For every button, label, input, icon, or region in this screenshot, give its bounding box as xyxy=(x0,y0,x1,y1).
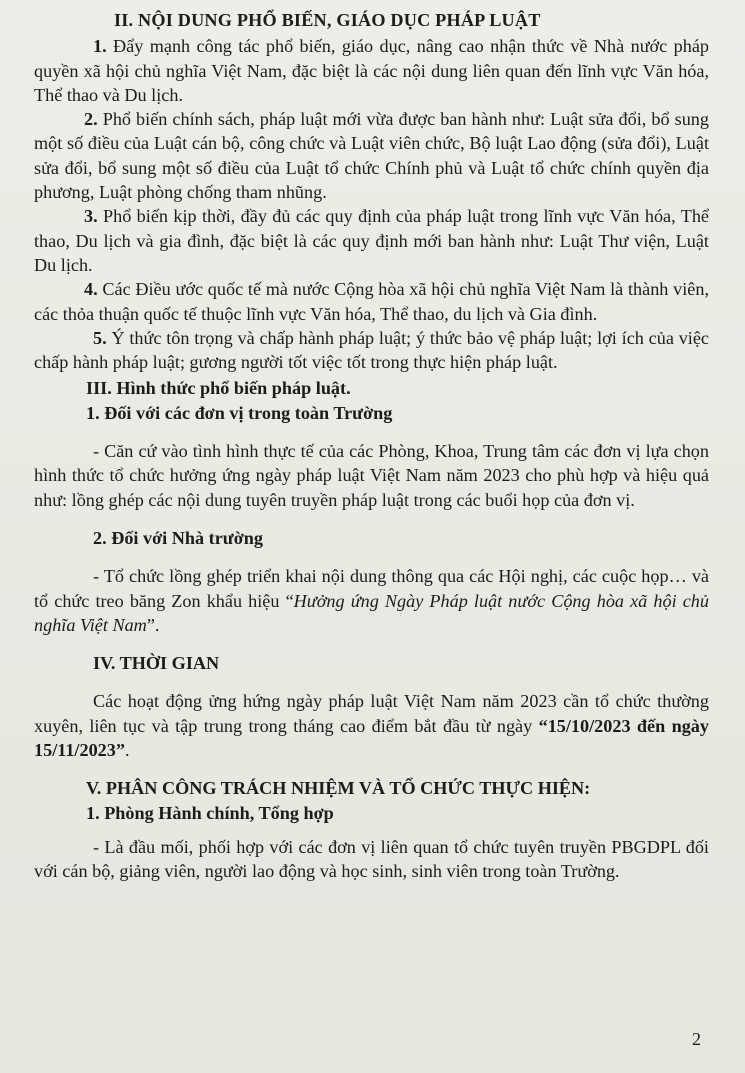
section-2-item-1: 1. Đẩy mạnh công tác phổ biến, giáo dục, nâng cao nhận thức về Nhà nước pháp quyền xã hội chủ nghĩa Việt Nam, đặc biệt là các nội dung liên quan đến lĩnh vực Văn hóa, Thể thao và Du lịch. xyxy=(34,36,709,105)
section-3-sub1-title: 1. Đối với các đơn vị trong toàn Trường xyxy=(86,402,393,423)
page-number: 2 xyxy=(692,1029,701,1049)
section-2-title: II. NỘI DUNG PHỔ BIẾN, GIÁO DỤC PHÁP LUẬT xyxy=(114,10,541,30)
section-5-sub1-text: - Là đầu mối, phối hợp với các đơn vị liên quan tổ chức tuyên truyền PBGDPL đối với cán bộ, giảng viên, người lao động và học sinh, sinh viên trong toàn Trường. xyxy=(34,836,709,882)
section-3-sub2-title: 2. Đối với Nhà trường xyxy=(93,527,263,548)
section-3-title: III. Hình thức phổ biến pháp luật. xyxy=(86,378,351,399)
section-4-title: IV. THỜI GIAN xyxy=(93,653,220,674)
document-body xyxy=(34,8,709,884)
section-2-item-3: 3. Phổ biến kịp thời, đầy đủ các quy định của pháp luật trong lĩnh vực Văn hóa, Thể thao, Du lịch và gia đình, đặc biệt là các quy định mới ban hành như: Luật Thư viện, Luật Du lịch. xyxy=(34,206,709,275)
section-3-sub1-text: - Căn cứ vào tình hình thực tế của các Phòng, Khoa, Trung tâm các đơn vị lựa chọn hình thức tổ chức hưởng ứng ngày pháp luật Việt Nam năm 2023 cho phù hợp và hiệu quả như: lồng ghép các nội dung tuyên truyền pháp luật trong các buổi họp của đơn vị. xyxy=(34,441,709,510)
section-5-title: V. PHÂN CÔNG TRÁCH NHIỆM VÀ TỔ CHỨC THỰC HIỆN: xyxy=(86,778,591,799)
section-2-item-2: 2. Phổ biến chính sách, pháp luật mới vừa được ban hành như: Luật sửa đổi, bổ sung một số điều của Luật cán bộ, công chức và Luật viên chức, Bộ luật Lao động (sửa đổi), Luật sửa đổi, bổ sung một số điều của Luật tổ chức Chính phủ và Luật tổ chức chính quyền địa phương, Luật phòng chống tham nhũng. xyxy=(34,109,709,203)
section-2-item-5: 5. Ý thức tôn trọng và chấp hành pháp luật; ý thức bảo vệ pháp luật; lợi ích của việc chấp hành pháp luật; gương người tốt việc tốt trong thực hiện pháp luật. xyxy=(34,327,709,373)
section-2-item-4: 4. Các Điều ước quốc tế mà nước Cộng hòa xã hội chủ nghĩa Việt Nam là thành viên, các thỏa thuận quốc tế thuộc lĩnh vực Văn hóa, Thể thao, du lịch và Gia đình. xyxy=(34,279,709,324)
section-3-sub2-text: - Tổ chức lồng ghép triển khai nội dung thông qua các Hội nghị, các cuộc họp… và tổ chức treo băng Zon khẩu hiệu “Hưởng ứng Ngày Pháp luật nước Cộng hòa xã hội chủ nghĩa Việt Nam”. xyxy=(34,566,709,635)
section-5-sub1-title: 1. Phòng Hành chính, Tổng hợp xyxy=(86,802,334,823)
section-4-text: Các hoạt động ửng hứng ngày pháp luật Việt Nam năm 2023 cần tổ chức thường xuyên, liên tục và tập trung trong tháng cao điểm bắt đầu từ ngày “15/10/2023 đến ngày 15/11/2023”. xyxy=(34,691,709,761)
